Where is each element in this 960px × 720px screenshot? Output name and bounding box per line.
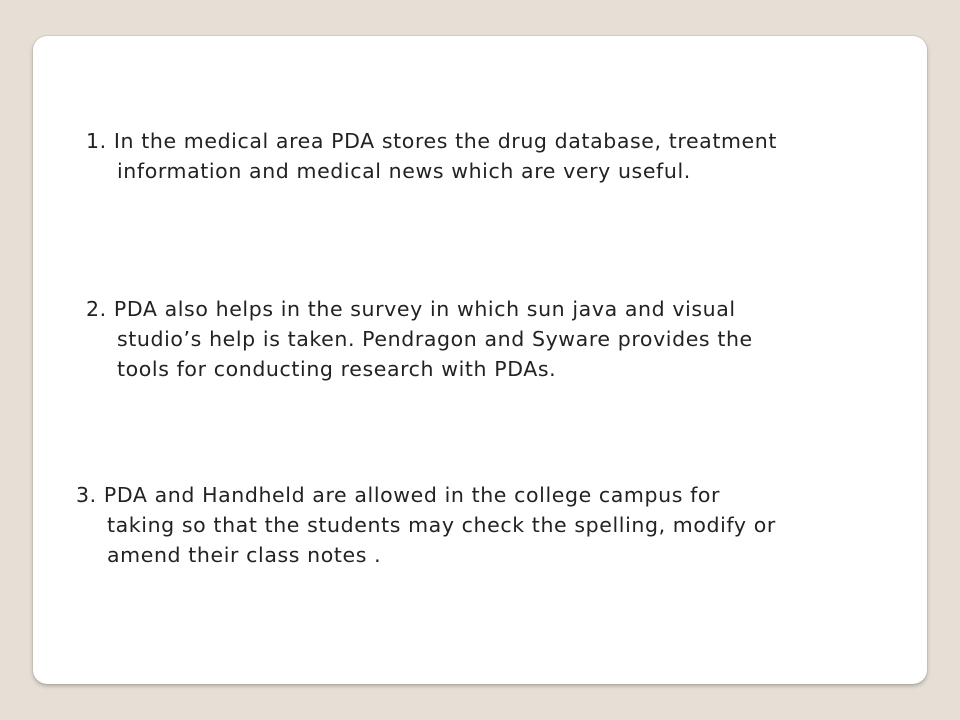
paragraph-line: 1. In the medical area PDA stores the drug database, treatment (86, 129, 777, 153)
paragraph-medical (86, 126, 777, 186)
paragraph-line: information and medical news which are very useful. (117, 159, 691, 183)
paragraph-line: studio’s help is taken. Pendragon and Syware provides the (117, 327, 753, 351)
paragraph-college (76, 480, 776, 570)
paragraph-line: taking so that the students may check the spelling, modify or (107, 513, 776, 537)
paragraph-line: amend their class notes . (107, 543, 382, 567)
paragraph-line: 3. PDA and Handheld are allowed in the college campus for (76, 483, 721, 507)
paragraph-line: tools for conducting research with PDAs. (117, 357, 557, 381)
paragraph-line: 2. PDA also helps in the survey in which sun java and visual (86, 297, 736, 321)
paragraph-survey (86, 294, 753, 384)
